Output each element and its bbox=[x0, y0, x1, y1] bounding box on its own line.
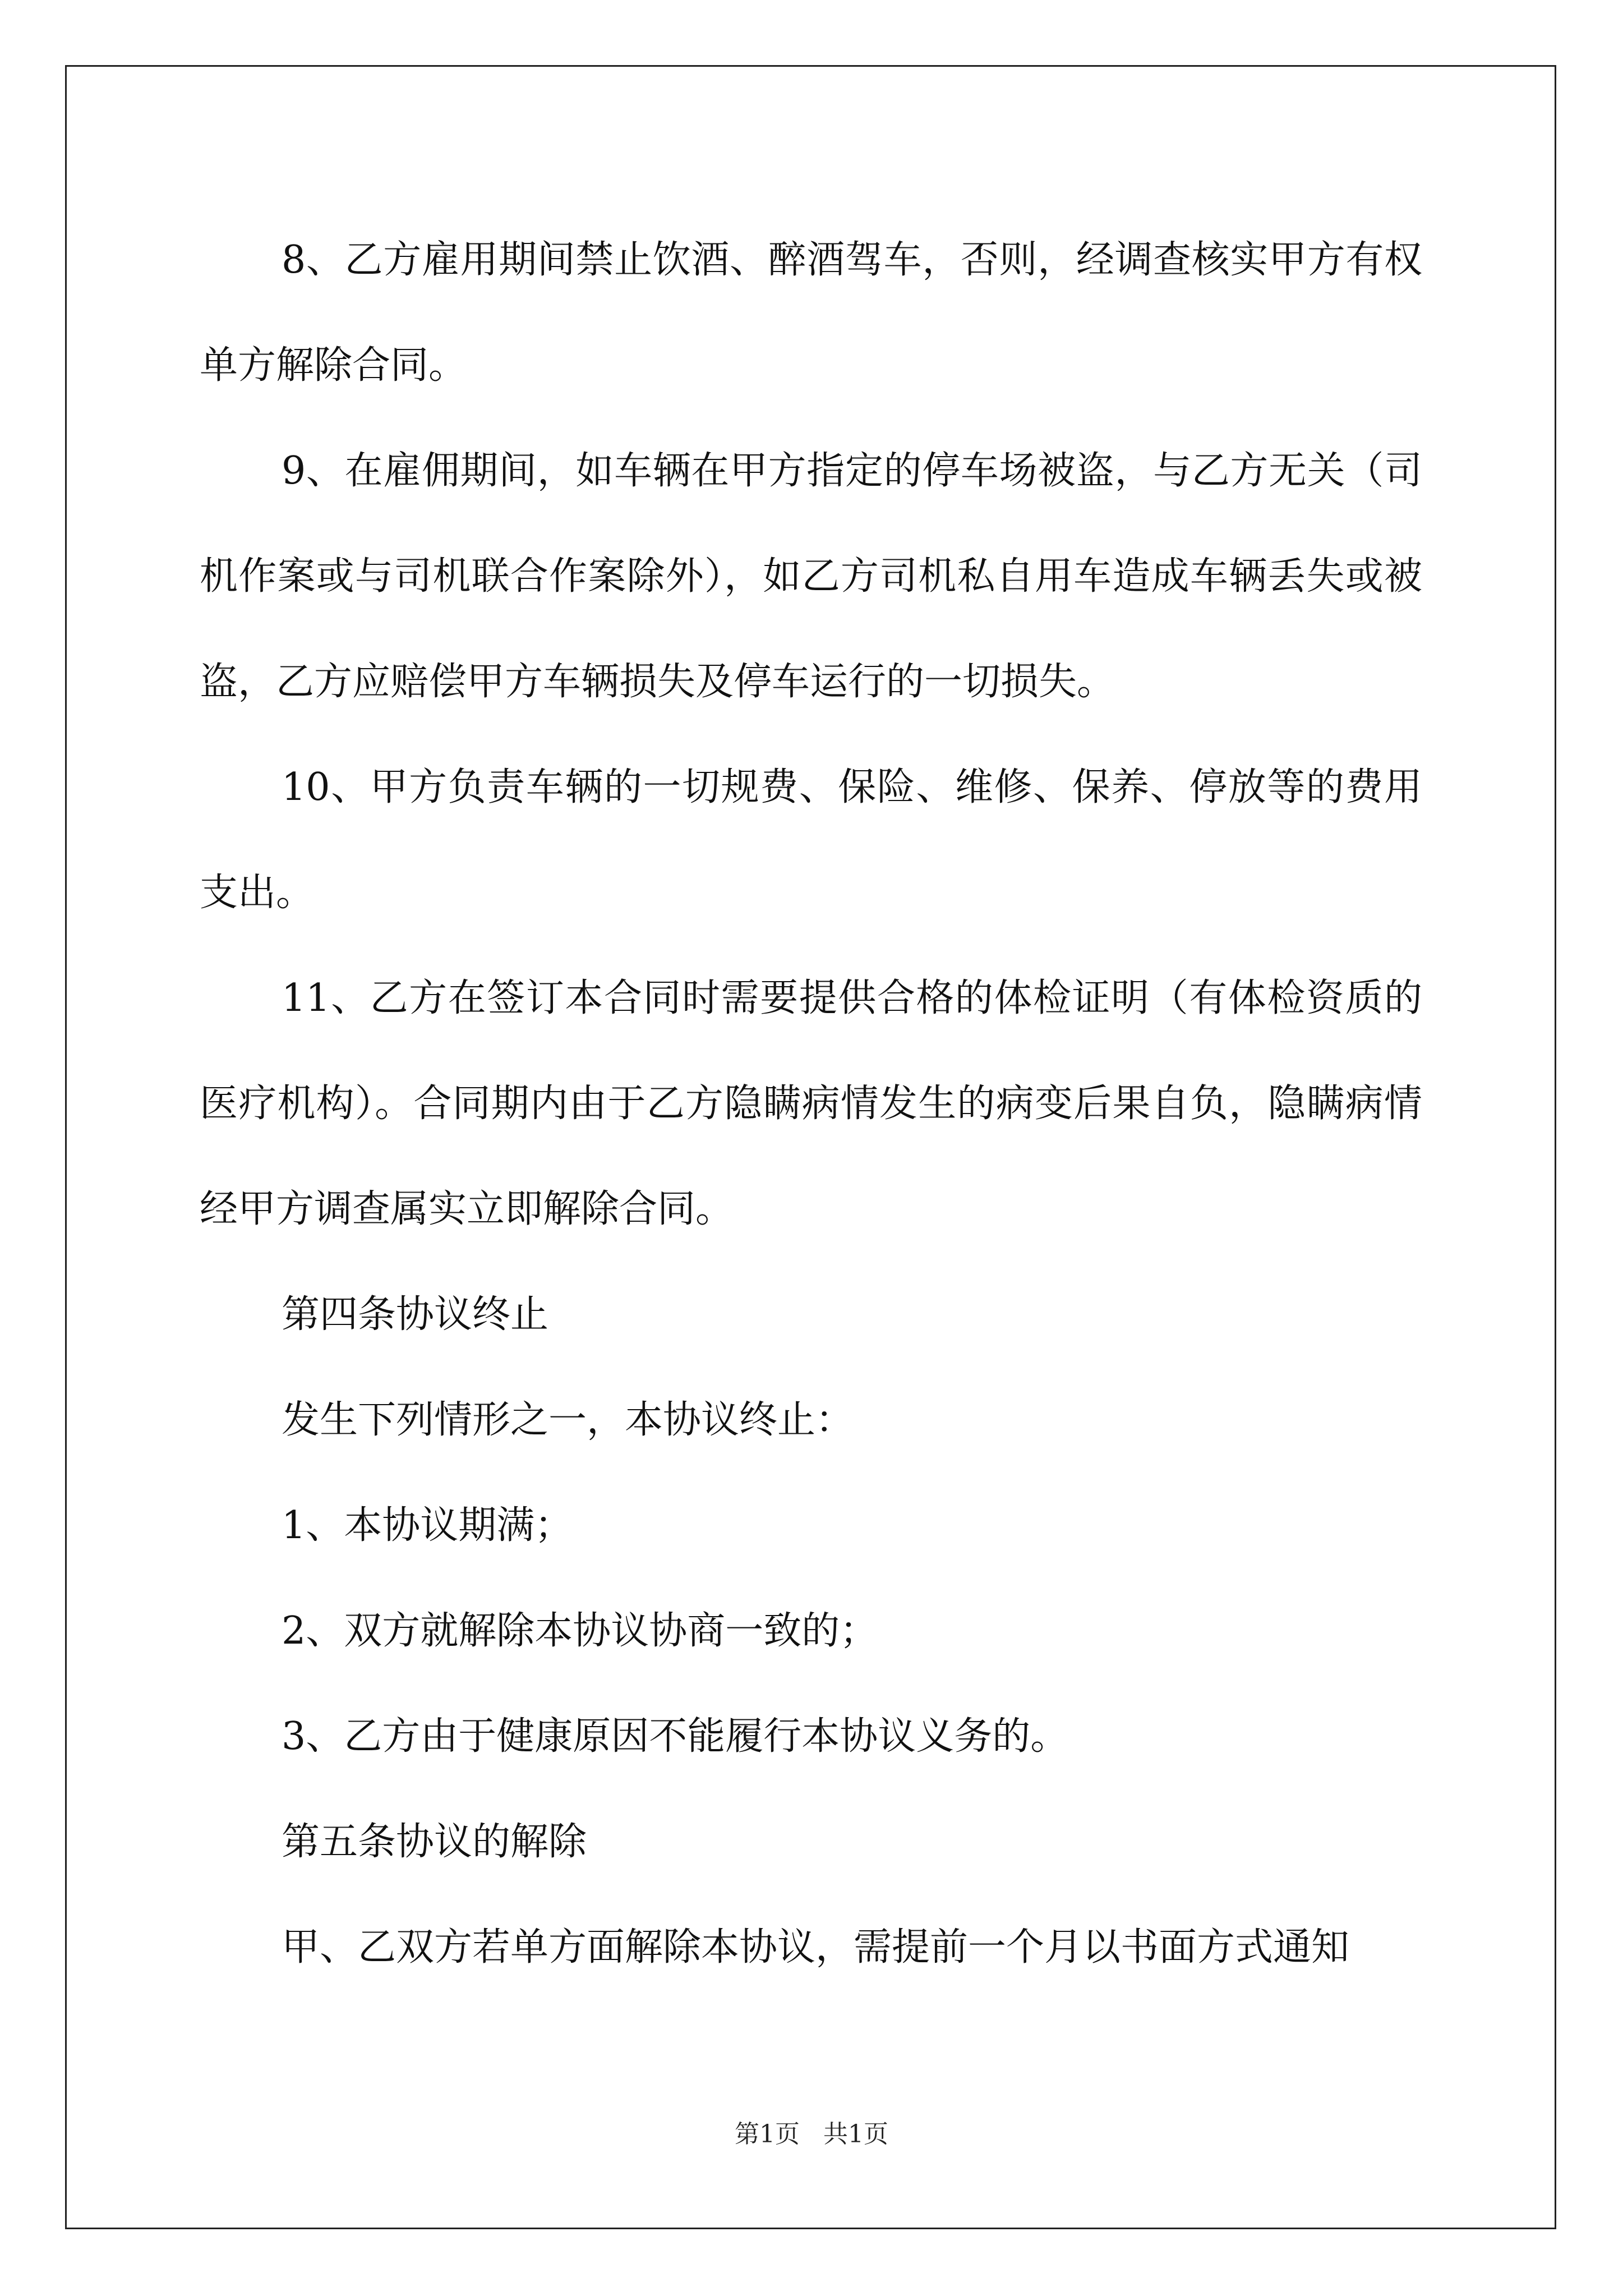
termination-item-3: 3、乙方由于健康原因不能履行本协议义务的。 bbox=[282, 1714, 1069, 1759]
termination-item-1: 1、本协议期满； bbox=[282, 1503, 573, 1548]
clause-9: 9、在雇佣期间，如车辆在甲方指定的停车场被盗，与乙方无关（司机作案或与司机联合作案除外），如乙方司机私自用车造成车辆丢失或被盗，乙方应赔偿甲方车辆损失及停车运行的一切损失。 bbox=[200, 449, 1422, 704]
page-number: 第1页 bbox=[735, 2120, 800, 2148]
page-footer bbox=[0, 2118, 1623, 2151]
clause-8: 8、乙方雇用期间禁止饮酒、醉酒驾车，否则，经调查核实甲方有权单方解除合同。 bbox=[200, 238, 1422, 388]
clause-11: 11、乙方在签订本合同时需要提供合格的体检证明（有体检资质的医疗机构）。合同期内由于乙方隐瞒病情发生的病变后果自负，隐瞒病情经甲方调查属实立即解除合同。 bbox=[200, 976, 1422, 1231]
document-body bbox=[200, 208, 1422, 2000]
section-heading-5: 第五条协议的解除 bbox=[282, 1820, 587, 1864]
termination-item-2: 2、双方就解除本协议协商一致的； bbox=[282, 1609, 878, 1653]
section-heading-4: 第四条协议终止 bbox=[282, 1292, 549, 1337]
dissolution-text: 甲、乙双方若单方面解除本协议，需提前一个月以书面方式通知 bbox=[282, 1925, 1350, 1970]
page-total: 共1页 bbox=[823, 2120, 888, 2148]
clause-10: 10、甲方负责车辆的一切规费、保险、维修、保养、停放等的费用支出。 bbox=[200, 765, 1422, 915]
termination-intro: 发生下列情形之一，本协议终止： bbox=[282, 1398, 854, 1442]
